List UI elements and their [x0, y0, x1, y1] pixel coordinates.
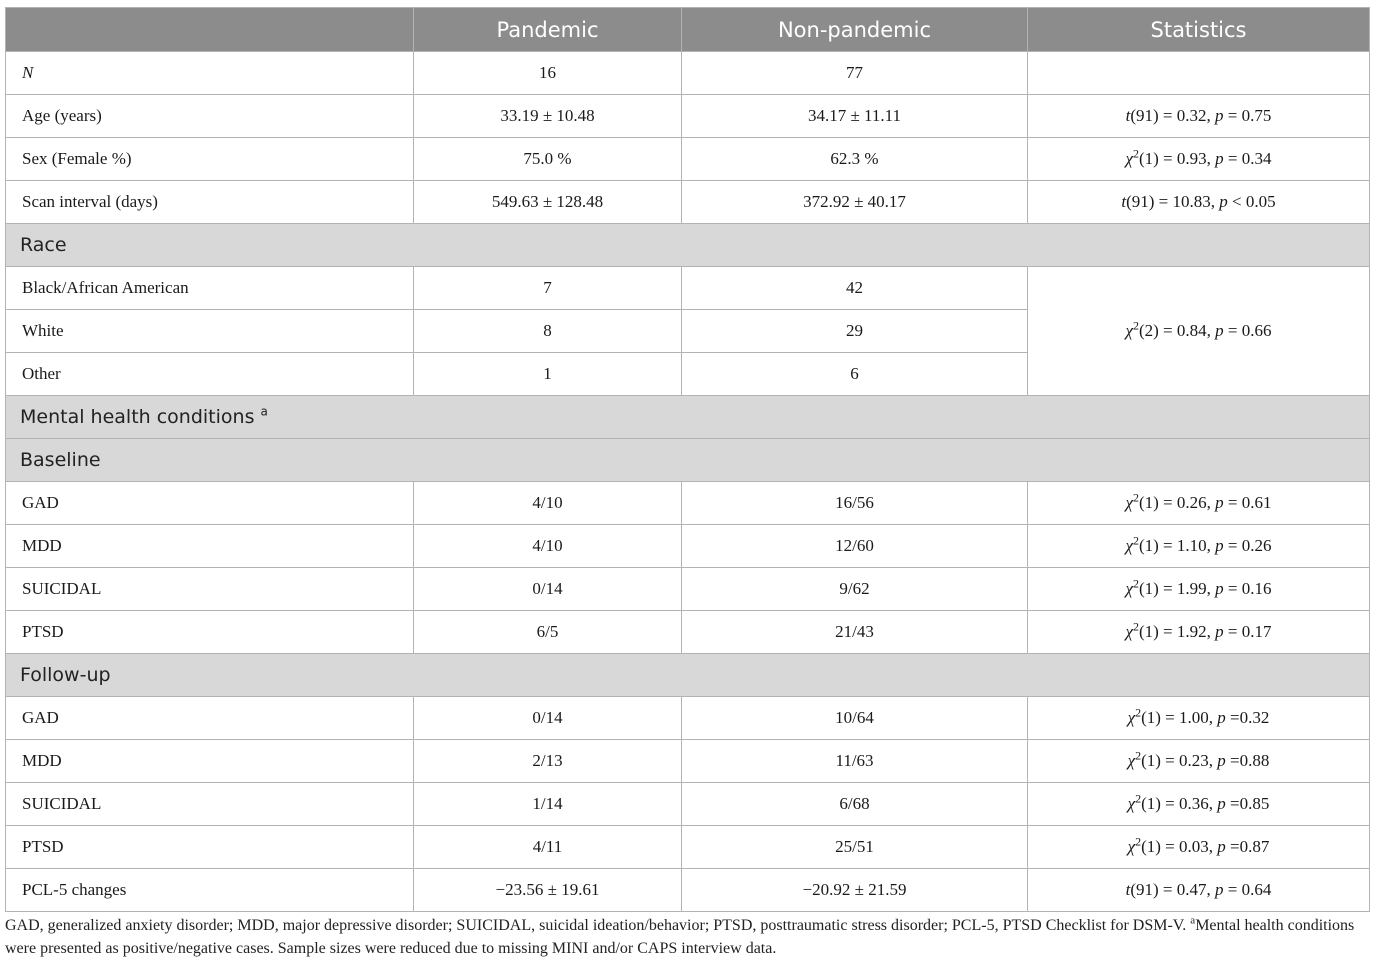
section-label: Follow-up: [6, 654, 1370, 697]
cell-non-pandemic: 12/60: [682, 525, 1028, 568]
p-text: = 0.66: [1223, 321, 1272, 340]
chi-symbol: χ: [1125, 321, 1133, 340]
cell-pandemic: 2/13: [414, 740, 682, 783]
cell-pandemic: 33.19 ± 10.48: [414, 95, 682, 138]
stat-var: t: [1125, 106, 1131, 125]
chi-symbol: χ: [1125, 536, 1133, 555]
cell-non-pandemic: 6/68: [682, 783, 1028, 826]
cell-pandemic: 1: [414, 353, 682, 396]
table-row: [6, 181, 1370, 224]
table-row: [6, 52, 1370, 95]
cell-stat: [1028, 826, 1370, 869]
cell-stat: [1028, 697, 1370, 740]
table-row: [6, 95, 1370, 138]
section-row-follow-up: [6, 654, 1370, 697]
stat-text: (91) = 0.32,: [1130, 106, 1216, 125]
chi-symbol: χ: [1125, 493, 1133, 512]
row-label: MDD: [6, 525, 414, 568]
cell-pandemic: 0/14: [414, 568, 682, 611]
table-row: [6, 267, 1370, 310]
footnote-text: GAD, generalized anxiety disorder; MDD, major depressive disorder; SUICIDAL, suicidal ideation/behavior; PTSD, posttraumatic stress disorder; PCL-5, PTSD Checklist for DSM-V.: [5, 917, 1191, 934]
row-label: PCL-5 changes: [6, 869, 414, 912]
cell-non-pandemic: 16/56: [682, 482, 1028, 525]
row-label: MDD: [6, 740, 414, 783]
chi-symbol: χ: [1125, 149, 1133, 168]
chi-symbol: χ: [1125, 579, 1133, 598]
row-label: SUICIDAL: [6, 783, 414, 826]
header-pandemic: Pandemic: [414, 8, 682, 52]
table-row: [6, 826, 1370, 869]
section-label: Baseline: [6, 439, 1370, 482]
cell-pandemic: 4/10: [414, 482, 682, 525]
chi-symbol: χ: [1127, 837, 1136, 856]
cell-stat: [1028, 138, 1370, 181]
cell-non-pandemic: −20.92 ± 21.59: [682, 869, 1028, 912]
stat-text: (1) = 1.92,: [1138, 622, 1216, 641]
section-text: Mental health conditions: [20, 406, 261, 428]
header-blank: [6, 8, 414, 52]
p-var: p: [1215, 536, 1224, 555]
stat-var: t: [1125, 880, 1131, 899]
section-row-race: [6, 224, 1370, 267]
cell-pandemic: 0/14: [414, 697, 682, 740]
table-row: [6, 740, 1370, 783]
p-var: p: [1215, 149, 1224, 168]
p-var: p: [1215, 579, 1224, 598]
p-text: = 0.61: [1223, 493, 1272, 512]
table-row: [6, 697, 1370, 740]
chi-sup: 2: [1135, 705, 1142, 720]
chi-sup: 2: [1132, 490, 1139, 505]
row-label: White: [6, 310, 414, 353]
cell-pandemic: 75.0 %: [414, 138, 682, 181]
header-non-pandemic: Non-pandemic: [682, 8, 1028, 52]
table-row: [6, 138, 1370, 181]
cell-non-pandemic: 11/63: [682, 740, 1028, 783]
chi-sup: 2: [1132, 619, 1139, 634]
p-var: p: [1215, 880, 1224, 899]
p-text: = 0.16: [1223, 579, 1272, 598]
cell-non-pandemic: 10/64: [682, 697, 1028, 740]
chi-sup: 2: [1132, 146, 1139, 161]
cell-pandemic: 7: [414, 267, 682, 310]
chi-symbol: χ: [1125, 622, 1133, 641]
chi-symbol: χ: [1127, 751, 1136, 770]
row-label: PTSD: [6, 826, 414, 869]
table-row: [6, 783, 1370, 826]
cell-non-pandemic: 29: [682, 310, 1028, 353]
chi-symbol: χ: [1127, 794, 1136, 813]
chi-symbol: χ: [1127, 708, 1136, 727]
stat-text: (1) = 1.99,: [1138, 579, 1216, 598]
p-text: = 0.26: [1223, 536, 1272, 555]
row-label: SUICIDAL: [6, 568, 414, 611]
table-row: [6, 482, 1370, 525]
p-var: p: [1215, 321, 1224, 340]
section-label: [6, 396, 1370, 439]
row-label: Black/African American: [6, 267, 414, 310]
cell-pandemic: 4/10: [414, 525, 682, 568]
chi-sup: 2: [1135, 791, 1142, 806]
p-text: = 0.34: [1223, 149, 1272, 168]
demographics-table: [5, 7, 1370, 912]
chi-sup: 2: [1135, 834, 1142, 849]
stat-text: (1) = 1.10,: [1138, 536, 1216, 555]
stat-text: (1) = 0.93,: [1138, 149, 1216, 168]
section-label: Race: [6, 224, 1370, 267]
cell-non-pandemic: 42: [682, 267, 1028, 310]
row-label: GAD: [6, 697, 414, 740]
cell-pandemic: 4/11: [414, 826, 682, 869]
p-text: =0.88: [1225, 751, 1270, 770]
stat-text: (1) = 0.03,: [1141, 837, 1218, 856]
table-row: [6, 869, 1370, 912]
cell-pandemic: 1/14: [414, 783, 682, 826]
cell-stat: [1028, 568, 1370, 611]
p-text: < 0.05: [1227, 192, 1276, 211]
cell-stat: [1028, 869, 1370, 912]
cell-non-pandemic: 25/51: [682, 826, 1028, 869]
row-label: GAD: [6, 482, 414, 525]
cell-pandemic: 549.63 ± 128.48: [414, 181, 682, 224]
stat-text: (91) = 10.83,: [1126, 192, 1220, 211]
row-label: Other: [6, 353, 414, 396]
chi-sup: 2: [1132, 318, 1139, 333]
table-row: [6, 568, 1370, 611]
footnote-marker: a: [1190, 914, 1196, 927]
cell-stat: [1028, 482, 1370, 525]
cell-stat: [1028, 525, 1370, 568]
p-text: =0.32: [1225, 708, 1270, 727]
header-statistics: Statistics: [1028, 8, 1370, 52]
cell-non-pandemic: 77: [682, 52, 1028, 95]
cell-non-pandemic: 372.92 ± 40.17: [682, 181, 1028, 224]
p-text: = 0.64: [1223, 880, 1272, 899]
p-text: =0.85: [1225, 794, 1270, 813]
row-label: Scan interval (days): [6, 181, 414, 224]
table-row: [6, 611, 1370, 654]
p-var: p: [1217, 708, 1226, 727]
cell-pandemic: 8: [414, 310, 682, 353]
cell-stat: [1028, 783, 1370, 826]
cell-stat: [1028, 52, 1370, 95]
row-label: PTSD: [6, 611, 414, 654]
cell-stat: [1028, 95, 1370, 138]
cell-non-pandemic: 34.17 ± 11.11: [682, 95, 1028, 138]
table-container: [5, 7, 1369, 912]
cell-pandemic: −23.56 ± 19.61: [414, 869, 682, 912]
p-var: p: [1217, 751, 1226, 770]
cell-stat: [1028, 611, 1370, 654]
section-row-mental-health: [6, 396, 1370, 439]
footnote-text-2: Mental health conditions were presented as positive/negative cases. Sample sizes were reduced due to missing MINI and/or CAPS interview data.: [5, 917, 1355, 957]
cell-stat-race: [1028, 267, 1370, 396]
p-var: p: [1217, 837, 1226, 856]
p-var: p: [1219, 192, 1228, 211]
cell-pandemic: 16: [414, 52, 682, 95]
cell-non-pandemic: 6: [682, 353, 1028, 396]
row-label: Sex (Female %): [6, 138, 414, 181]
stat-text: (91) = 0.47,: [1130, 880, 1216, 899]
p-text: = 0.75: [1223, 106, 1272, 125]
cell-pandemic: 6/5: [414, 611, 682, 654]
chi-sup: 2: [1132, 533, 1139, 548]
header-row: [6, 8, 1370, 52]
cell-non-pandemic: 21/43: [682, 611, 1028, 654]
p-var: p: [1215, 493, 1224, 512]
cell-stat: [1028, 181, 1370, 224]
cell-non-pandemic: 9/62: [682, 568, 1028, 611]
p-var: p: [1217, 794, 1226, 813]
p-text: = 0.17: [1223, 622, 1272, 641]
p-var: p: [1215, 622, 1224, 641]
stat-text: (1) = 0.36,: [1141, 794, 1218, 813]
chi-sup: 2: [1132, 576, 1139, 591]
stat-text: (1) = 0.23,: [1141, 751, 1218, 770]
row-label: N: [6, 52, 414, 95]
table-row: [6, 525, 1370, 568]
table-footnote: [5, 914, 1369, 960]
p-text: =0.87: [1225, 837, 1270, 856]
footnote-marker: a: [260, 404, 268, 419]
stat-var: t: [1121, 192, 1127, 211]
stat-text: (2) = 0.84,: [1138, 321, 1216, 340]
stat-text: (1) = 0.26,: [1138, 493, 1216, 512]
p-var: p: [1215, 106, 1224, 125]
stat-text: (1) = 1.00,: [1141, 708, 1218, 727]
section-row-baseline: [6, 439, 1370, 482]
chi-sup: 2: [1135, 748, 1142, 763]
cell-stat: [1028, 740, 1370, 783]
cell-non-pandemic: 62.3 %: [682, 138, 1028, 181]
row-label: Age (years): [6, 95, 414, 138]
